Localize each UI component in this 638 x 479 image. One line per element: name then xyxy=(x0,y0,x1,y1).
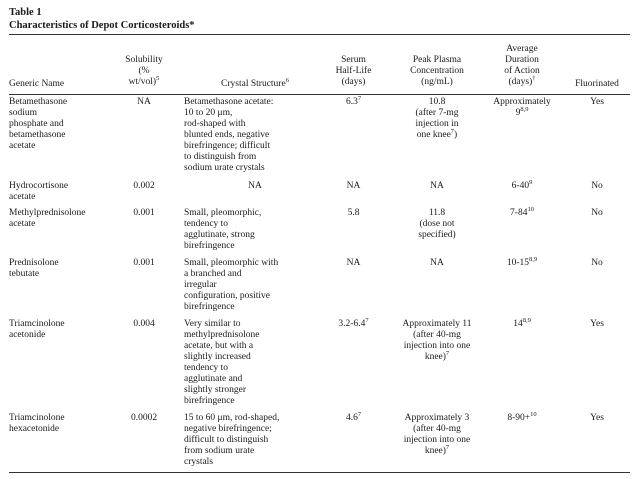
table-title: Characteristics of Depot Corticosteroids* xyxy=(9,20,195,31)
row-6-generic-name: Triamcinolone hexacetonide xyxy=(9,413,65,434)
row-6-solubility: 0.0002 xyxy=(130,413,158,423)
row-6-peak-plasma: Approximately 3 (after 40-mg injection into one knee)$^7$ xyxy=(403,413,471,456)
row-3-peak-plasma: 11.8 (dose not specified) xyxy=(418,208,456,240)
row-2-fluorinated: No xyxy=(591,181,603,191)
bottom-rule xyxy=(9,472,630,473)
row-5-duration: 14$^{8,9}$ xyxy=(513,316,531,329)
row-4-crystal-structure: Small, pleomorphic with a branched and irregular configuration, positive birefringence xyxy=(184,258,279,312)
row-2-peak-plasma: NA xyxy=(430,181,444,191)
table-label: Table 1 xyxy=(9,7,42,18)
row-6-crystal-structure: 15 to 60 μm, rod-shaped, negative birefringence; difficult to distinguish from sodium urate crystals xyxy=(184,413,280,467)
header-generic-name: Generic Name xyxy=(9,79,65,89)
row-4-half-life: NA xyxy=(346,258,361,268)
row-2-duration: $6-40^9$ xyxy=(511,178,533,191)
row-2-crystal-structure: NA xyxy=(248,181,262,191)
row-3-generic-name: Methylprednisolone acetate xyxy=(9,208,86,229)
header-rule xyxy=(9,94,630,95)
header-solubility: Solubility (% wt/vol)$^5$ xyxy=(125,55,163,87)
row-2-solubility: 0.002 xyxy=(133,181,155,191)
row-4-duration: 10-15$^{8,9}$ xyxy=(506,255,538,268)
row-3-duration: $7-84^{10}$ xyxy=(510,205,534,218)
row-2-generic-name: Hydrocortisone acetate xyxy=(9,181,69,202)
row-1-peak-plasma: 10.8 (after 7-mg injection in one knee$^7$) xyxy=(415,97,459,140)
row-3-solubility: 0.001 xyxy=(133,208,155,218)
row-5-crystal-structure: Very similar to methylprednisolone acetate, but with a slightly increased tendency to agglutinate and slightly stronger birefringence xyxy=(184,319,260,406)
row-5-generic-name: Triamcinolone acetonide xyxy=(9,319,65,340)
row-2-half-life: NA xyxy=(346,181,361,191)
row-4-solubility: 0.001 xyxy=(133,258,155,268)
row-5-fluorinated: Yes xyxy=(590,319,604,329)
row-3-fluorinated: No xyxy=(591,208,603,218)
header-average-duration: Average Duration of Action (days)† xyxy=(504,44,540,87)
row-1-half-life: $6.3^7$ xyxy=(345,94,362,107)
row-1-solubility: NA xyxy=(137,97,151,107)
row-4-generic-name: Prednisolone tebutate xyxy=(9,258,59,279)
row-3-half-life: 5.8 xyxy=(347,208,360,218)
row-3-crystal-structure: Small, pleomorphic, tendency to agglutinate, strong birefringence xyxy=(184,208,262,251)
row-5-peak-plasma: Approximately 11 (after 40-mg injection into one knee)$^7$ xyxy=(402,319,472,362)
row-5-solubility: 0.004 xyxy=(133,319,155,329)
row-1-duration: Approximately 9$^{8,9}$ xyxy=(493,97,551,118)
row-6-half-life: $4.6^7$ xyxy=(345,410,362,423)
row-4-fluorinated: No xyxy=(591,258,603,268)
header-crystal-structure: Crystal Structure$^6$ xyxy=(221,76,289,89)
row-1-generic-name: Betamethasone sodium phosphate and betamethasone acetate xyxy=(9,97,68,151)
header-serum-half-life: Serum Half-Life (days) xyxy=(335,55,372,87)
row-6-duration: 8-90+$^{10}$ xyxy=(507,410,537,423)
row-1-crystal-structure: Betamethasone acetate: 10 to 20 μm, rod-shaped with blunted ends, negative birefringence; difficult to distinguish from sodium urate crystals xyxy=(184,97,274,173)
row-4-peak-plasma: NA xyxy=(430,258,444,268)
header-fluorinated: Fluorinated xyxy=(575,79,619,89)
row-6-fluorinated: Yes xyxy=(590,413,604,423)
row-5-half-life: $3.2-6.4^7$ xyxy=(338,316,369,329)
top-rule xyxy=(9,34,630,35)
row-1-fluorinated: Yes xyxy=(590,97,604,107)
header-peak-plasma: Peak Plasma Concentration (ng/mL) xyxy=(410,55,464,87)
